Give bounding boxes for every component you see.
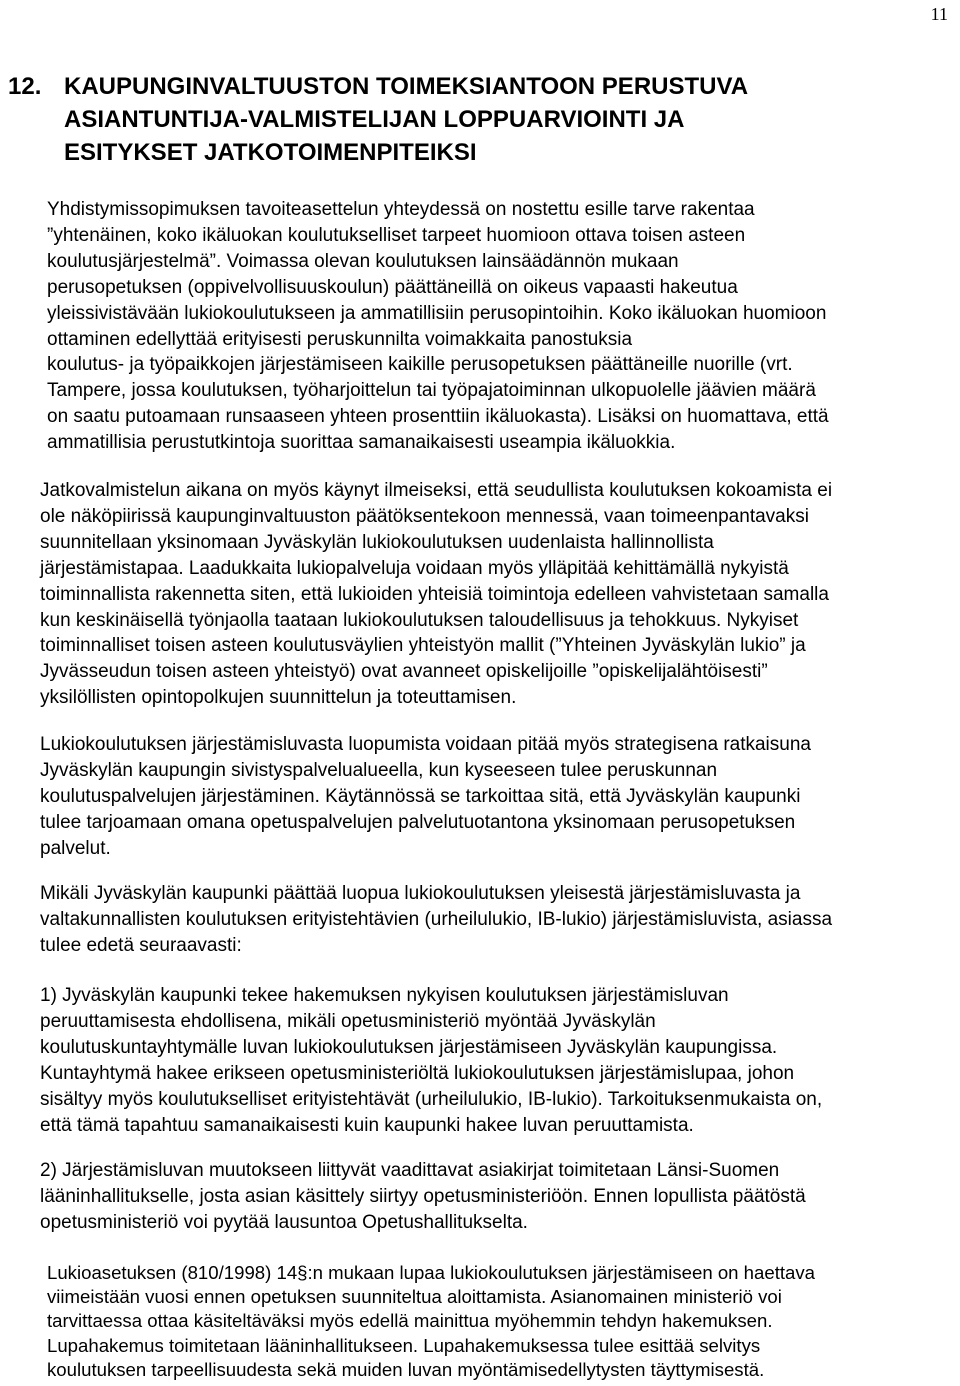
section-title: KAUPUNGINVALTUUSTON TOIMEKSIANTOON PERUSTUVA ASIANTUNTIJA-VALMISTELIJAN LOPPUARVIOINTI JA ESITYKSET JATKOTOIMENPITEIKSI [64, 73, 749, 166]
section-heading [8, 70, 938, 169]
paragraph-6: 2) Järjestämisluvan muutokseen liittyvät vaadittavat asiakirjat toimitetaan Länsi-Suomen lääninhallitukselle, josta asian käsittely siirtyy opetusministeriöön. Ennen lopullista päätöstä opetusministeriö voi pyytää lausuntoa Opetushallitukselta. [40, 1160, 806, 1233]
paragraph-4: Mikäli Jyväskylän kaupunki päättää luopua lukiokoulutuksen yleisestä järjestämisluvasta ja valtakunnallisten koulutuksen erityistehtävien (urheilulukio, IB-lukio) järjestämisluvista, asiassa tulee edetä seuraavasti: [40, 883, 833, 956]
paragraph-7: Lukioasetuksen (810/1998) 14§:n mukaan lupaa lukiokoulutuksen järjestämiseen on haettava viimeistään vuosi ennen opetuksen suunniteltua aloittamista. Asianomainen ministeriö voi tarvittaessa ottaa käsiteltäväksi myös edellä mainittua myöhemmin tehdyn hakemuksen. Lupahakemus toimitetaan lääninhallitukseen. Lupahakemuksessa tulee esittää selvitys koulutuksen tarpeellisuudesta sekä muiden luvan myöntämisedellytysten täyttymisestä. [47, 1262, 816, 1380]
page-number: 11 [930, 4, 948, 24]
paragraph-3: Lukiokoulutuksen järjestämisluvasta luopumista voidaan pitää myös strategisena ratkaisuna Jyväskylän kaupungin sivistyspalvelualueella, kun kyseeseen tulee peruskunnan koulutuspalvelujen järjestäminen. Käytännössä se tarkoittaa sitä, että Jyväskylän kaupunki tulee tarjoamaan omana opetuspalvelujen palvelutuotantona yksinomaan perusopetuksen palvelut. [40, 734, 811, 859]
paragraph-1: Yhdistymissopimuksen tavoiteasettelun yhteydessä on nostettu esille tarve rakentaa ”yhtenäinen, koko ikäluokan koulutukselliset tarpeet huomioon ottava toisen asteen koulutusjärjestelmä”. Voimassa olevan koulutuksen lainsäädännön mukaan perusopetuksen (oppivelvollisuuskoulun) päättäneillä on oikeus vapaasti hakeutua yleissivistävään lukiokoulutukseen ja ammatillisiin perusopintoihin. Koko ikäluokan huomioon ottaminen edellyttää erityisesti peruskunnilta voimakkaita panostuksia koulutus- ja työpaikkojen järjestämiseen kaikille perusopetuksen päättäneille nuorille (vrt. Tampere, jossa koulutuksen, työharjoittelun tai työpajatoiminnan ulkopuolelle jäävien määrä on saatu putoamaan runsaaseen yhteen prosenttiin ikäluokasta). Lisäksi on huomattava, että ammatillisia perustutkintoja suorittaa samanaikaisesti useampia ikäluokkia. [47, 199, 829, 454]
section-number: 12. [8, 73, 42, 100]
paragraph-5: 1) Jyväskylän kaupunki tekee hakemuksen nykyisen koulutuksen järjestämisluvan peruuttamisesta ehdollisena, mikäli opetusministeriö myöntää Jyväskylän koulutuskuntayhtymälle luvan lukiokoulutuksen järjestämiseen Jyväskylän kaupungissa. Kuntayhtymä hakee erikseen opetusministeriöltä lukiokoulutuksen järjestämislupaa, johon sisältyy myös koulutukselliset erityistehtävät (urheilulukio, IB-lukio). Tarkoituksenmukaista on, että tämä tapahtuu samanaikaisesti kuin kaupunki hakee luvan peruuttamista. [40, 985, 823, 1136]
paragraph-2: Jatkovalmistelun aikana on myös käynyt ilmeiseksi, että seudullista koulutuksen kokoamista ei ole näköpiirissä kaupunginvaltuuston päätöksentekoon mennessä, vaan toimeenpantavaksi suunnitellaan yksinomaan Jyväskylän lukiokoulutuksen uudenlaista hallinnollista järjestämistapaa. Laadukkaita lukiopalveluja voidaan myös ylläpitää kehittämällä nykyistä toiminnallista rakennetta siten, että lukioiden yhteisiä toimintoja edelleen vahvistetaan samalla kun keskinäisellä työnjaolla taataan lukiokoulutuksen taloudellisuus ja tehokkuus. Nykyiset toiminnalliset toisen asteen koulutusväylien yhteistyön mallit (”Yhteinen Jyväskylän lukio” ja Jyvässeudun toisen asteen yhteistyö) ovat avanneet opiskelijoille ”opiskelijalähtöisesti” yksilöllisten opintopolkujen suunnittelun ja toteuttamisen. [40, 480, 833, 709]
